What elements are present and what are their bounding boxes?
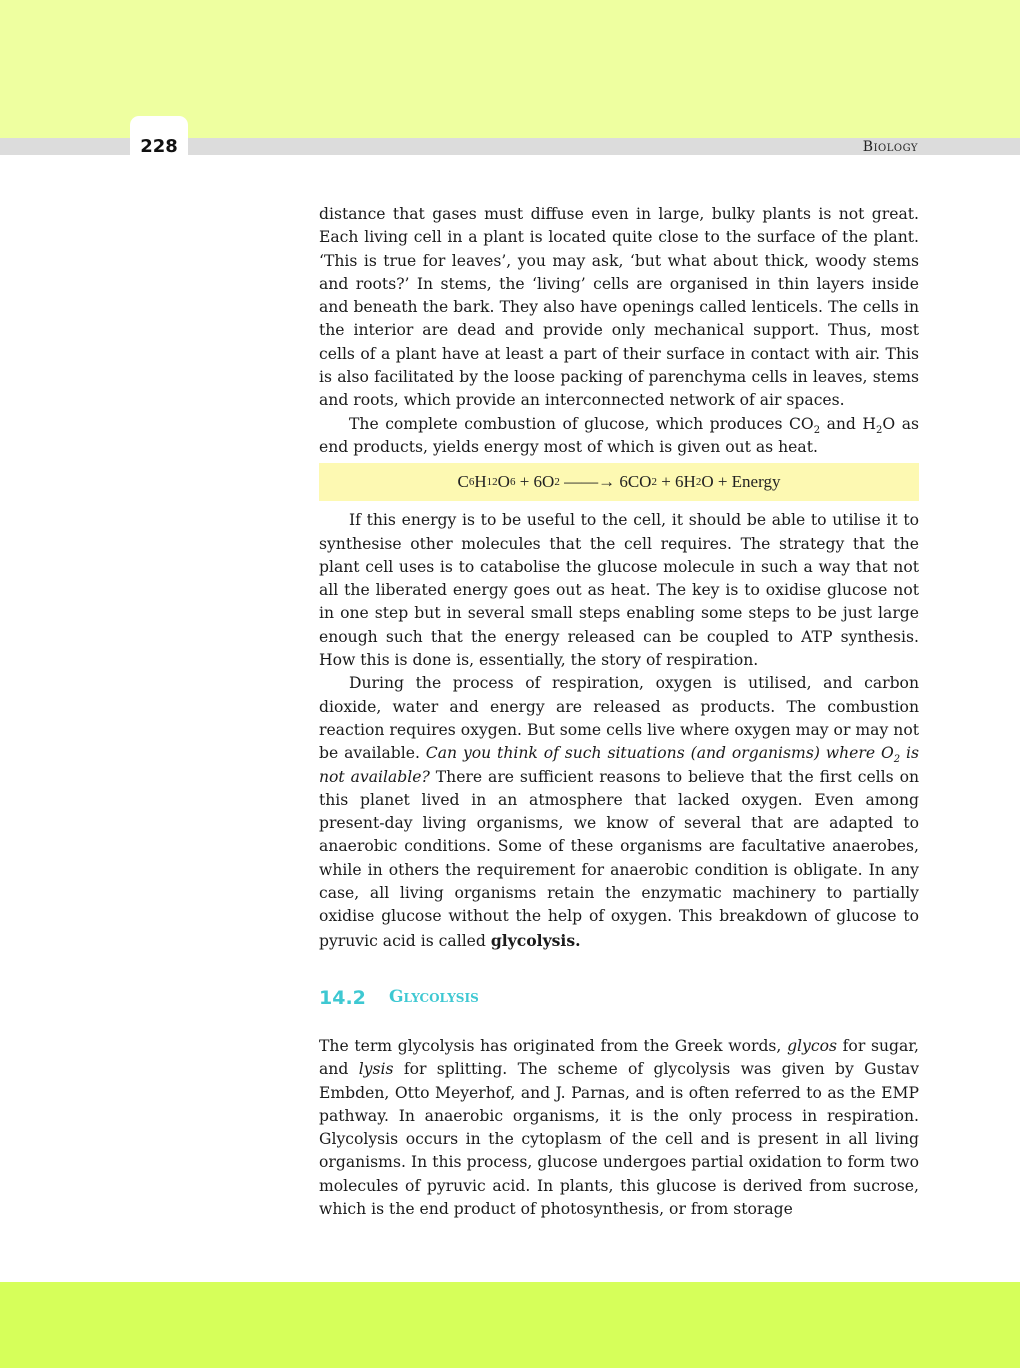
glucose-combustion-equation: C 6 H 12 O 6 + 6O 2 ——→ 6CO 2 + 6H 2 O + Energy: [319, 463, 919, 501]
paragraph-combustion: The complete combustion of glucose, which produces $CO_2$ and $H_2O$ as end products, yields energy most of which is given out as heat.: [319, 414, 920, 456]
paragraph-energy-use: If this energy is to be useful to the cell, it should be able to utilise it to synthesise other molecules that the cell requires. The strategy that the plant cell uses is to catabolise the glucose molecule in such a way that not all the liberated energy goes out as heat. The key is to oxidise glucose not in one step but in several small steps enabling some steps to be just large enough such that the energy released can be coupled to ATP synthesis. How this is done is, essentially, the story of respiration.: [319, 511, 919, 670]
section-heading: [319, 987, 919, 1009]
paragraph-continued: distance that gases must diffuse even in large, bulky plants is not great. Each living cell in a plant is located quite close to the surface of the plant. ‘This is true for leaves’, you may ask, ‘but what about thick, woody stems and roots?’ In stems, the ‘living’ cells are organised in thin layers inside and beneath the bark. They also have openings called lenticels. The cells in the interior are dead and provide only mechanical support. Thus, most cells of a plant have at least a part of their surface in contact with air. This is also facilitated by the loose packing of parenchyma cells in leaves, stems and roots, which provide an interconnected network of air spaces.: [319, 205, 919, 410]
page-content: [319, 203, 919, 1221]
paragraph-glycolysis: The term glycolysis has originated from the Greek words, glycos for sugar, and lysis for splitting. The scheme of glycolysis was given by Gustav Embden, Otto Meyerhof, and J. Parnas, and is often referred to as the EMP pathway. In anaerobic organisms, it is the only process in respiration. Glycolysis occurs in the cytoplasm of the cell and is present in all living organisms. In this process, glucose undergoes partial oxidation to form two molecules of pyruvic acid. In plants, this glucose is derived from sucrose, which is the end product of photosynthesis, or from storage: [319, 1036, 919, 1218]
bottom-margin-band: [0, 1282, 1020, 1368]
running-head: Biology: [862, 139, 918, 155]
paragraph-respiration: During the process of respiration, oxygen is utilised, and carbon dioxide, water and energy are released as products. The combustion reaction requires oxygen. But some cells live where oxygen may or may not be available. Can you think of such situations (and organisms) where $O_2$ is not available? There are sufficient reasons to believe that the first cells on this planet lived in an atmosphere that lacked oxygen. Even among present-day living organisms, we know of several that are adapted to anaerobic conditions. Some of these organisms are facultative anaerobes, while in others the requirement for anaerobic condition is obligate. In any case, all living organisms retain the enzymatic machinery to partially oxidise glucose without the help of oxygen. This breakdown of glucose to pyruvic acid is called glycolysis.: [319, 674, 919, 950]
section-title: Glycolysis: [389, 986, 479, 1007]
page-number: 228: [140, 136, 178, 157]
section-number: 14.2: [319, 986, 366, 1009]
